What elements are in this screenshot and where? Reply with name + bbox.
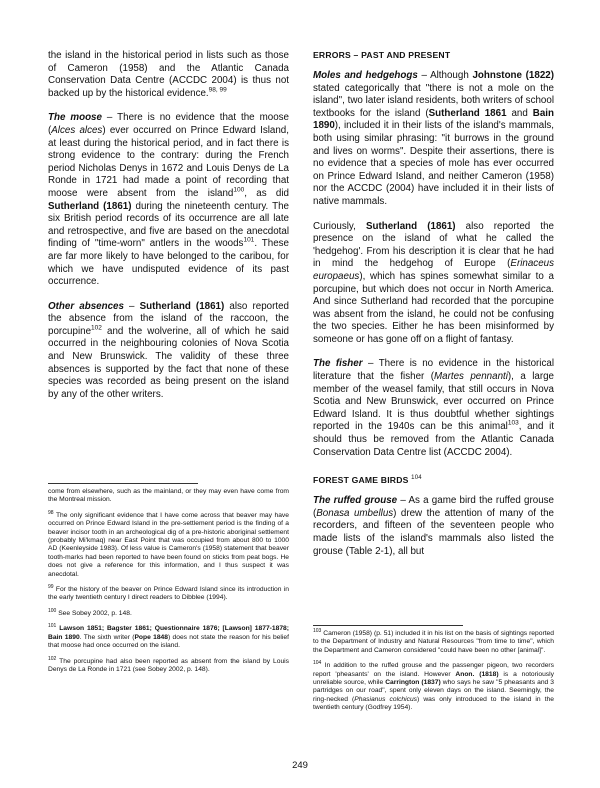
footnote-number: 99 bbox=[48, 583, 54, 590]
footnote-ref[interactable]: 98, 99 bbox=[208, 86, 227, 94]
footnote-99 bbox=[48, 583, 289, 603]
text-run: during the nineteenth century. The six British period records of its occurrence are all late and retrospective, and five are based on the anecdotal finding of "time-worn" antlers in the woods bbox=[48, 200, 289, 250]
footnote-number: 100 bbox=[48, 607, 57, 614]
footnote-98 bbox=[48, 509, 289, 579]
footnote-103 bbox=[313, 627, 554, 655]
text-run: Curiously, bbox=[313, 220, 366, 232]
footnote-text: In addition to the ruffed grouse and the passenger pigeon, two recorders report 'pheasants' on the island. However bbox=[313, 662, 554, 678]
text-run: , and it should thus be removed from the Atlantic Canada Conservation Data Centre list (ACCDC 2004). bbox=[313, 421, 554, 458]
footnote-number: 98 bbox=[48, 509, 54, 516]
text-run: and bbox=[506, 107, 533, 119]
page-number: 249 bbox=[292, 760, 308, 771]
section-lead-fisher: The fisher bbox=[313, 358, 363, 370]
footnote-text: For the history of the beaver on Prince Edward Island since its introduction in the early twentieth century I direct readers to Dibblee (1994). bbox=[48, 586, 289, 602]
footnote-ref[interactable]: 100 bbox=[233, 186, 245, 194]
text-run: and the wolverine, all of which he said occurred in the neighbouring colonies of Nova Scotia and New Brunswick. The validity of these three absences is supported by the fact that none of these species was recorded as being present on the island by any of the other writers. bbox=[48, 325, 289, 400]
footnote-text: See Sobey 2002, p. 148. bbox=[56, 609, 132, 617]
citation: Sutherland 1861 bbox=[428, 107, 507, 119]
heading-forest-game-birds bbox=[313, 475, 554, 485]
left-footnotes bbox=[48, 483, 289, 681]
text-run: also reported the absence from the island of the raccoon, the porcupine bbox=[48, 300, 289, 337]
text-run: ) drew the attention of many of the recorders, and fifteen of the seventeen people who made lists of the island's mammals also listed the grouse (Table 2-1), all but bbox=[313, 507, 555, 557]
text-run: stated categorically that "there is not a mole on the island", two later island residents, both writers of school textbooks for the island ( bbox=[313, 82, 554, 119]
paragraph-hedgehog bbox=[313, 221, 554, 347]
section-lead-moles: Moles and hedgehogs bbox=[313, 70, 418, 81]
latin-name: Bonasa umbellus bbox=[316, 507, 394, 519]
latin-name: Martes pennanti bbox=[433, 371, 508, 383]
text-run: – There is no evidence in the historical literature that the fisher ( bbox=[313, 358, 554, 383]
footnote-101 bbox=[48, 625, 289, 650]
heading-text: FOREST GAME BIRDS bbox=[313, 475, 409, 486]
text-run: , as did bbox=[244, 187, 289, 199]
latin-name: Alces alces bbox=[51, 124, 103, 136]
citation: Bain 1890 bbox=[313, 107, 554, 132]
text-run: – Although bbox=[417, 70, 473, 81]
paragraph-moles bbox=[313, 70, 554, 209]
section-lead-moose: The moose bbox=[48, 112, 102, 124]
latin-name: Erinaceus europaeus bbox=[313, 258, 554, 282]
heading-errors: ERRORS – PAST AND PRESENT bbox=[313, 50, 451, 60]
citation: Sutherland (1861) bbox=[139, 300, 225, 312]
footnote-rule bbox=[48, 483, 198, 484]
paragraph-text: the island in the historical period in lists such as those of Cameron (1958) and the Atlantic Canada Conservation Data Centre (ACCDC 2004) is thus not backed up by the historical evidence. bbox=[48, 50, 289, 99]
footnote-104 bbox=[313, 659, 554, 712]
text-run: ) ever occurred on Prince Edward Island, at least during the historical period, and in fact there is strong evidence to the contrary: during the French period Nicholas Denys in 1672 and Louis Denys de La Ronde in 1721 had made a point of recording that moose were absent from the island bbox=[48, 124, 289, 199]
paragraph-other-absences bbox=[48, 301, 289, 402]
footnote-102 bbox=[48, 655, 289, 675]
footnote-ref[interactable]: 103 bbox=[507, 420, 519, 428]
footnote-continued: come from elsewhere, such as the mainland, or they may even have come from the Montreal mission. bbox=[48, 488, 289, 504]
footnote-number: 103 bbox=[313, 627, 322, 634]
citation: Anon. (1818) bbox=[455, 670, 499, 678]
paragraph-fisher bbox=[313, 358, 554, 459]
footnote-text: The porcupine had also been reported as absent from the island by Louis Denys de La Ronde in 1721 (see Sobey 2002, p. 148). bbox=[48, 657, 289, 673]
section-lead-ruffed-grouse: The ruffed grouse bbox=[313, 495, 398, 507]
section-lead-other-absences: Other absences bbox=[48, 300, 124, 312]
footnote-number: 102 bbox=[48, 655, 57, 662]
latin-name: Phasianus colchicus bbox=[354, 695, 418, 703]
citation: Sutherland (1861) bbox=[365, 220, 456, 232]
paragraph-historical-evidence bbox=[48, 50, 289, 100]
text-run: ), which has spines somewhat similar to a porcupine, but which does not occur in North America. And since Sutherland had recorded that the porcupine was absent from the island, he could not be confusing the two species. Either he has been misinformed by someone or has gone off on a flight of fantasy. bbox=[313, 270, 554, 345]
citation: Sutherland (1861) bbox=[48, 200, 132, 212]
right-column bbox=[313, 50, 554, 570]
footnote-rule bbox=[313, 625, 463, 626]
footnote-text: who says he saw "5 pheasants and 3 partridges on our road", spent only eleven days on the island. Seemingly, the ring-necked ( bbox=[313, 679, 554, 703]
paragraph-ruffed-grouse bbox=[313, 495, 554, 558]
footnote-number: 104 bbox=[313, 659, 322, 666]
footnote-text: ) does not state the reason for his belief that moose had once occurred on the island. bbox=[48, 633, 289, 650]
text-run: ), included it in their lists of the island's mammals, both using similar phrasing: "it burrows in the ground and lives on worms". Despite their assertions, there is no evidence that a species of mole has ever occurred on Prince Edward Island, and neither Cameron (1958) nor the ACCDC (2004) have included it in their lists of native mammals. bbox=[313, 120, 554, 207]
text-run: – bbox=[123, 300, 140, 312]
text-run: – As a game bird the ruffed grouse ( bbox=[313, 495, 554, 519]
footnote-text: is a notoriously unreliable source, while bbox=[313, 670, 554, 687]
footnote-text: Cameron (1958) (p. 51) included it in his list on the basis of sightings reported to the Department of Industry and Natural Resources "from time to time", which the Department and Cameron considered "could have been no other [animal]". bbox=[313, 630, 554, 654]
citation: Carrington (1837) bbox=[385, 679, 441, 687]
footnote-text: . The sixth writer ( bbox=[79, 633, 135, 641]
footnote-ref[interactable]: 101 bbox=[243, 237, 255, 245]
footnote-number: 101 bbox=[48, 623, 57, 630]
footnote-100 bbox=[48, 607, 289, 618]
footnote-text: ) was only introduced to the island in the twentieth century (Godfrey 1954). bbox=[313, 695, 554, 712]
text-run: – There is no evidence that the moose ( bbox=[48, 112, 289, 136]
text-run: also reported the presence on the island of what he called the 'hedgehog'. From his description it is clear that he had in mind the hedgehog of Europe ( bbox=[313, 220, 554, 270]
footnote-ref[interactable]: 102 bbox=[91, 324, 102, 332]
right-footnotes bbox=[313, 625, 554, 720]
citation: Johnstone (1822) bbox=[472, 70, 554, 81]
citation: Pope 1848 bbox=[134, 633, 168, 641]
text-run: ), a large member of the weasel family, that still occurs in Nova Scotia and New Brunswick, ever occurred on Prince Edward Island. It is thus doubtful whether sightings reported in the 1940s can be this animal bbox=[313, 371, 554, 433]
paragraph-moose bbox=[48, 112, 289, 288]
text-run: . These are far more likely to have belonged to the caribou, for which we have undisputed evidence of its past occurrence. bbox=[48, 238, 289, 288]
left-column bbox=[48, 50, 289, 413]
citation: Lawson 1851; Bagster 1861; Questionnaire 1876; [Lawson] 1877-1878; Bain 1890 bbox=[48, 625, 289, 641]
footnote-ref[interactable]: 104 bbox=[411, 475, 422, 482]
footnote-text: The only significant evidence that I have come across that beaver may have occurred on Prince Edward Island in the pre-settlement period is the finding of a beaver incisor tooth in an archeological dig of a pre-historic aboriginal settlement (probably Mi'kmaq) near East Point that was occupied from about 800 to 1000 AD (Keenleyside 1983). Of less value is Cameron's (1958) statement that beaver tooth-marks had been reported to have been found on sticks from peat bogs. He does not give a reference for this information, and I thus suspect it was anecdotal. bbox=[48, 511, 289, 578]
